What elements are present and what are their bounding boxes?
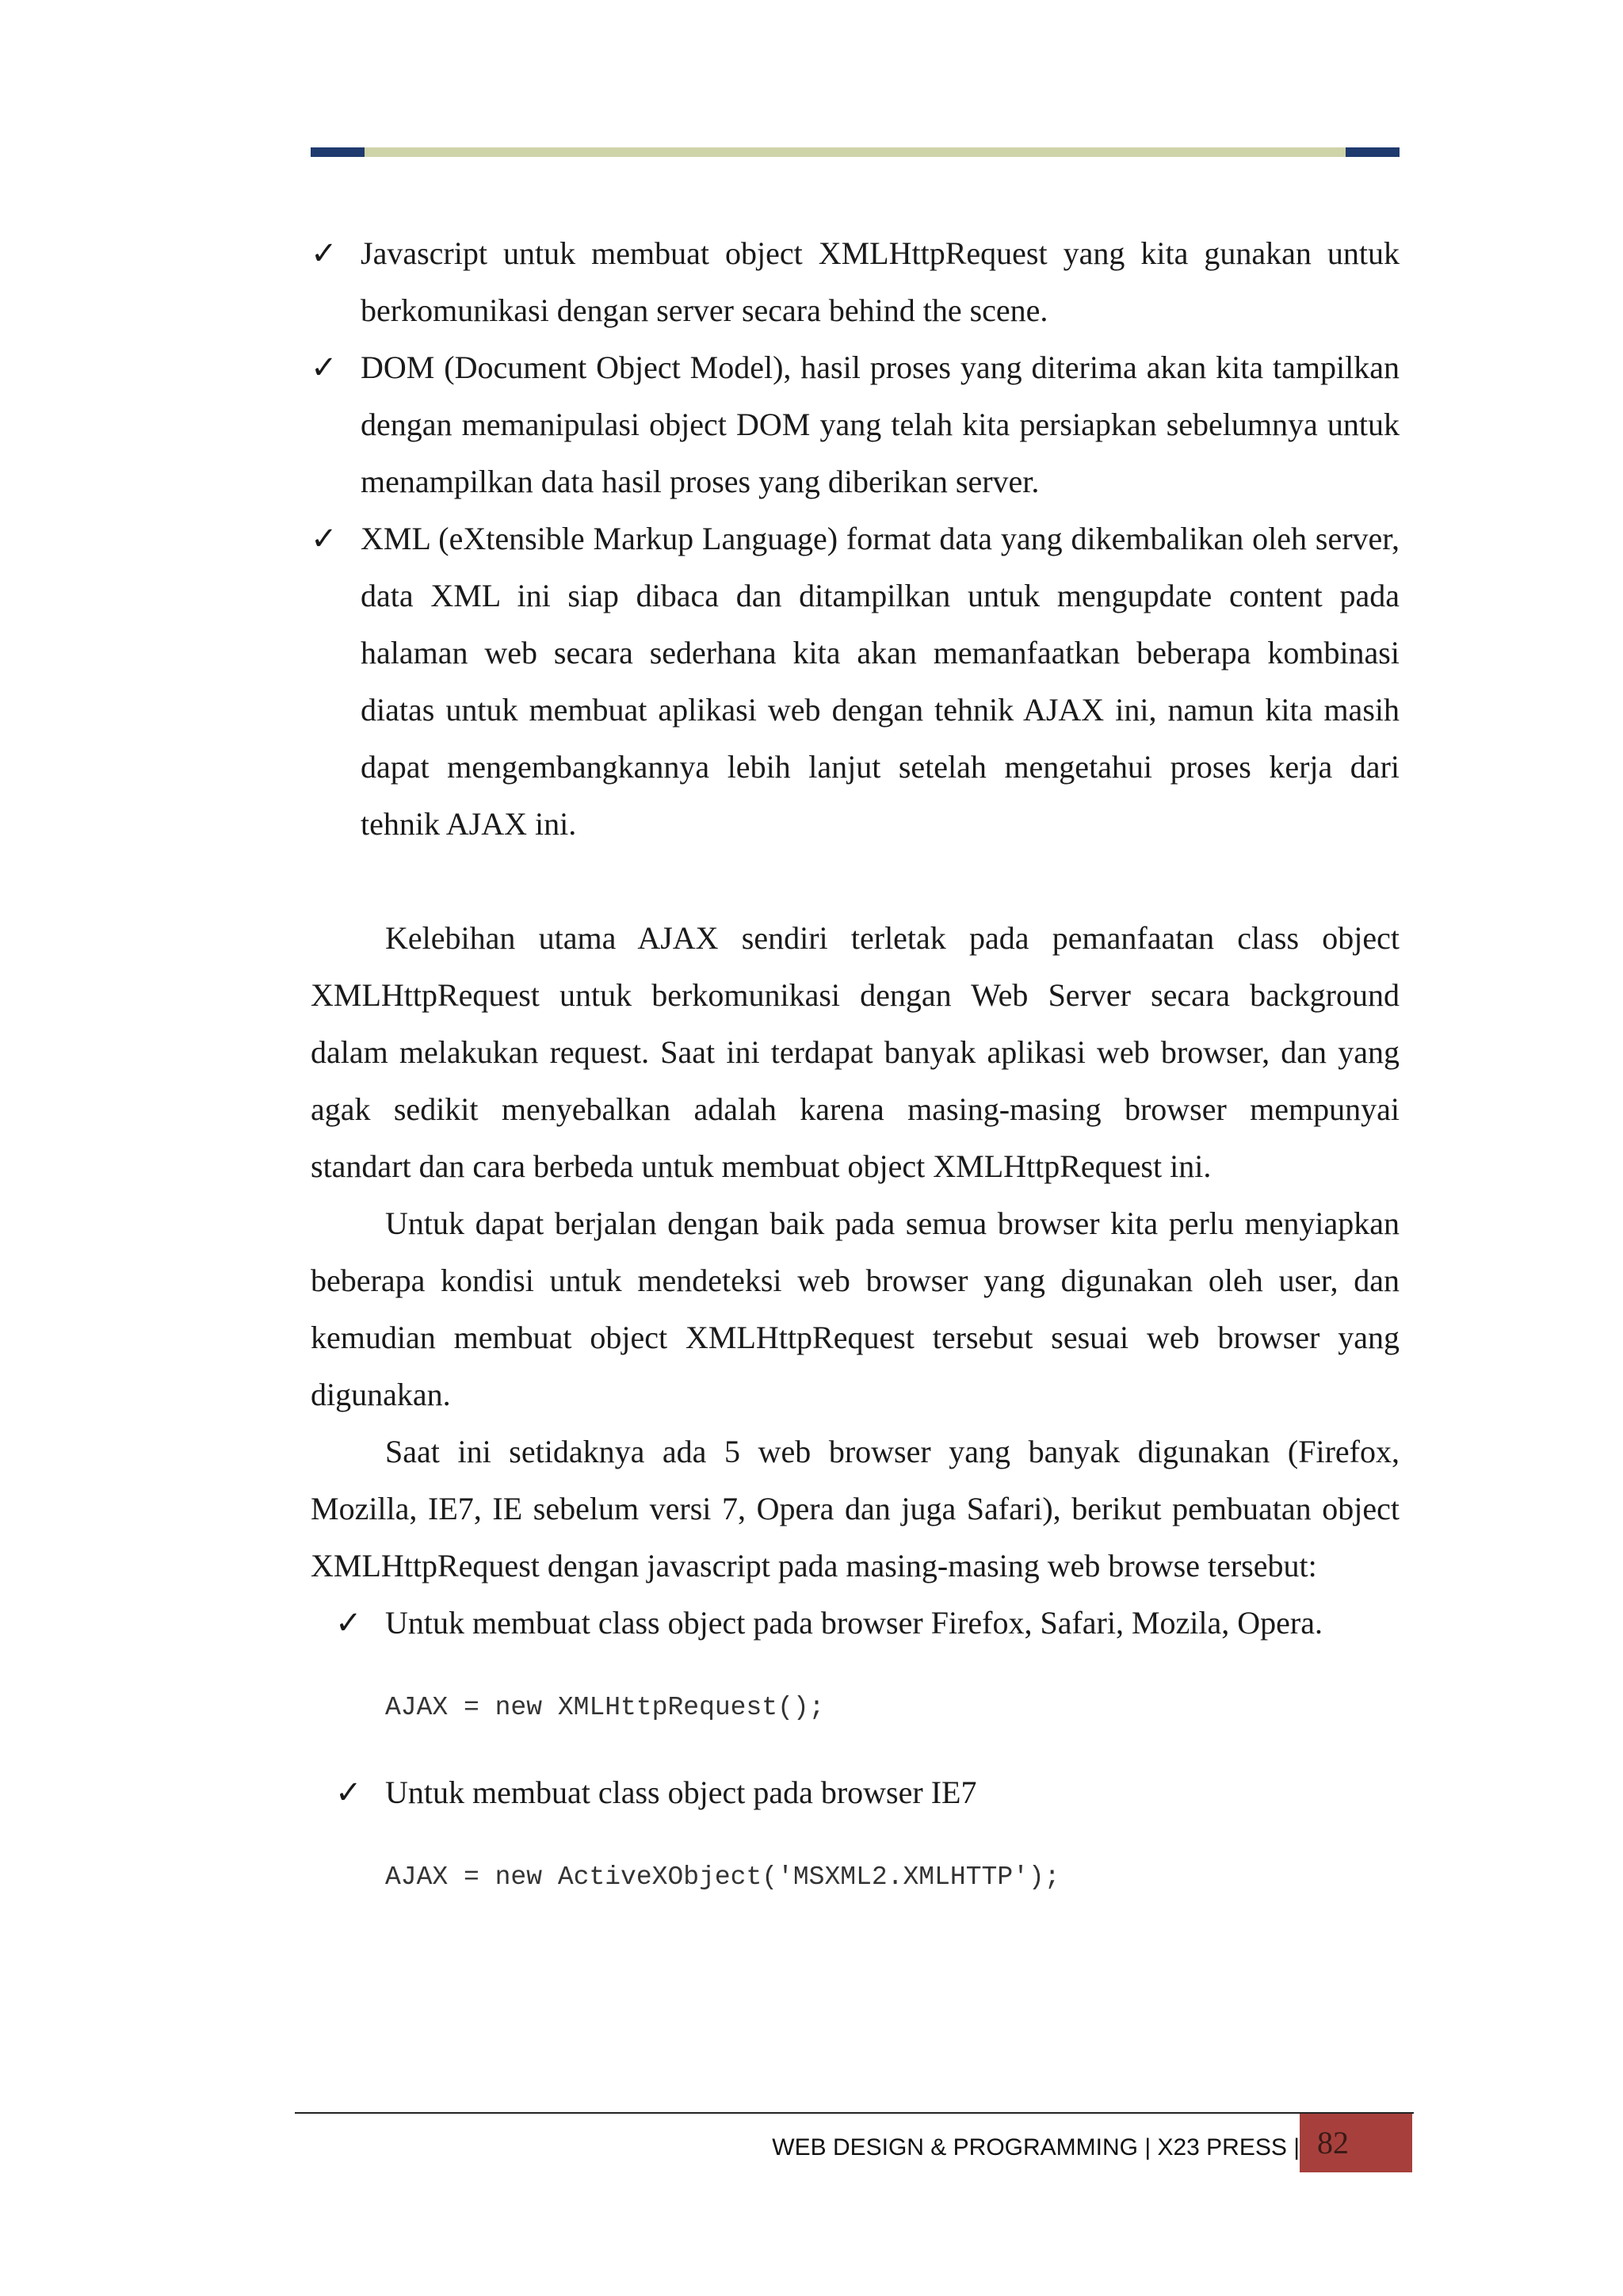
page-content xyxy=(311,225,1400,1934)
list-item-text: DOM (Document Object Model), hasil proses yang diterima akan kita tampilkan dengan memanipulasi object DOM yang telah kita persiapkan sebelumnya untuk menampilkan data hasil proses yang diberikan server. xyxy=(361,350,1400,499)
footer-rule xyxy=(295,2112,1414,2114)
checkmark-icon: ✓ xyxy=(311,350,338,385)
code-snippet: AJAX = new ActiveXObject('MSXML2.XMLHTTP'); xyxy=(385,1862,1060,1892)
list-item-text: Untuk membuat class object pada browser Firefox, Safari, Mozila, Opera. xyxy=(385,1605,1323,1641)
list-item xyxy=(311,510,1400,853)
paragraph-browser-support: Untuk dapat berjalan dengan baik pada semua browser kita perlu menyiapkan beberapa kondisi untuk mendeteksi web browser yang digunakan oleh user, dan kemudian membuat object XMLHttpRequest tersebut sesuai web browser yang digunakan. xyxy=(311,1205,1400,1412)
checkmark-icon: ✓ xyxy=(335,1775,362,1810)
list-item-text: Untuk membuat class object pada browser IE7 xyxy=(385,1775,977,1810)
list-item-text: Javascript untuk membuat object XMLHttpRequest yang kita gunakan untuk berkomunikasi dengan server secara behind the scene. xyxy=(361,235,1400,328)
checkmark-icon: ✓ xyxy=(311,235,338,271)
paragraph-browser-list: Saat ini setidaknya ada 5 web browser yang banyak digunakan (Firefox, Mozilla, IE7, IE sebelum versi 7, Opera dan juga Safari), berikut pembuatan object XMLHttpRequest dengan javascript pada masing-masing web browse tersebut: xyxy=(311,1434,1400,1584)
list-item xyxy=(311,225,1400,339)
code-snippet: AJAX = new XMLHttpRequest(); xyxy=(385,1693,825,1722)
checkmark-icon: ✓ xyxy=(335,1605,362,1641)
header-rule-left-block xyxy=(311,147,365,157)
browser-check-list xyxy=(311,1595,1400,1652)
footer-title: WEB DESIGN & PROGRAMMING | X23 PRESS | xyxy=(772,2134,1300,2160)
header-rule-middle xyxy=(365,147,1346,157)
list-item xyxy=(311,1595,1400,1652)
header-rule-right-block xyxy=(1346,147,1400,157)
list-item xyxy=(311,1764,1400,1821)
list-item-text: XML (eXtensible Markup Language) format data yang dikembalikan oleh server, data XML ini siap dibaca dan ditampilkan untuk mengupdate content pada halaman web secara sederhana kita akan memanfaatkan beberapa kombinasi diatas untuk membuat aplikasi web dengan tehnik AJAX ini, namun kita masih dapat mengembangkannya lebih lanjut setelah mengetahui proses kerja dari tehnik AJAX ini. xyxy=(361,521,1400,842)
checkmark-icon: ✓ xyxy=(311,521,338,556)
page-number: 82 xyxy=(1300,2114,1412,2172)
list-item xyxy=(311,339,1400,510)
paragraph-ajax-advantage: Kelebihan utama AJAX sendiri terletak pada pemanfaatan class object XMLHttpRequest untuk berkomunikasi dengan Web Server secara background dalam melakukan request. Saat ini terdapat banyak aplikasi web browser, dan yang agak sedikit menyebalkan adalah karena masing-masing browser mempunyai standart dan cara berbeda untuk membuat object XMLHttpRequest ini. xyxy=(311,920,1400,1184)
browser-check-list xyxy=(311,1764,1400,1821)
header-rule xyxy=(311,147,1400,157)
spacer xyxy=(311,853,1400,910)
intro-check-list xyxy=(311,225,1400,853)
